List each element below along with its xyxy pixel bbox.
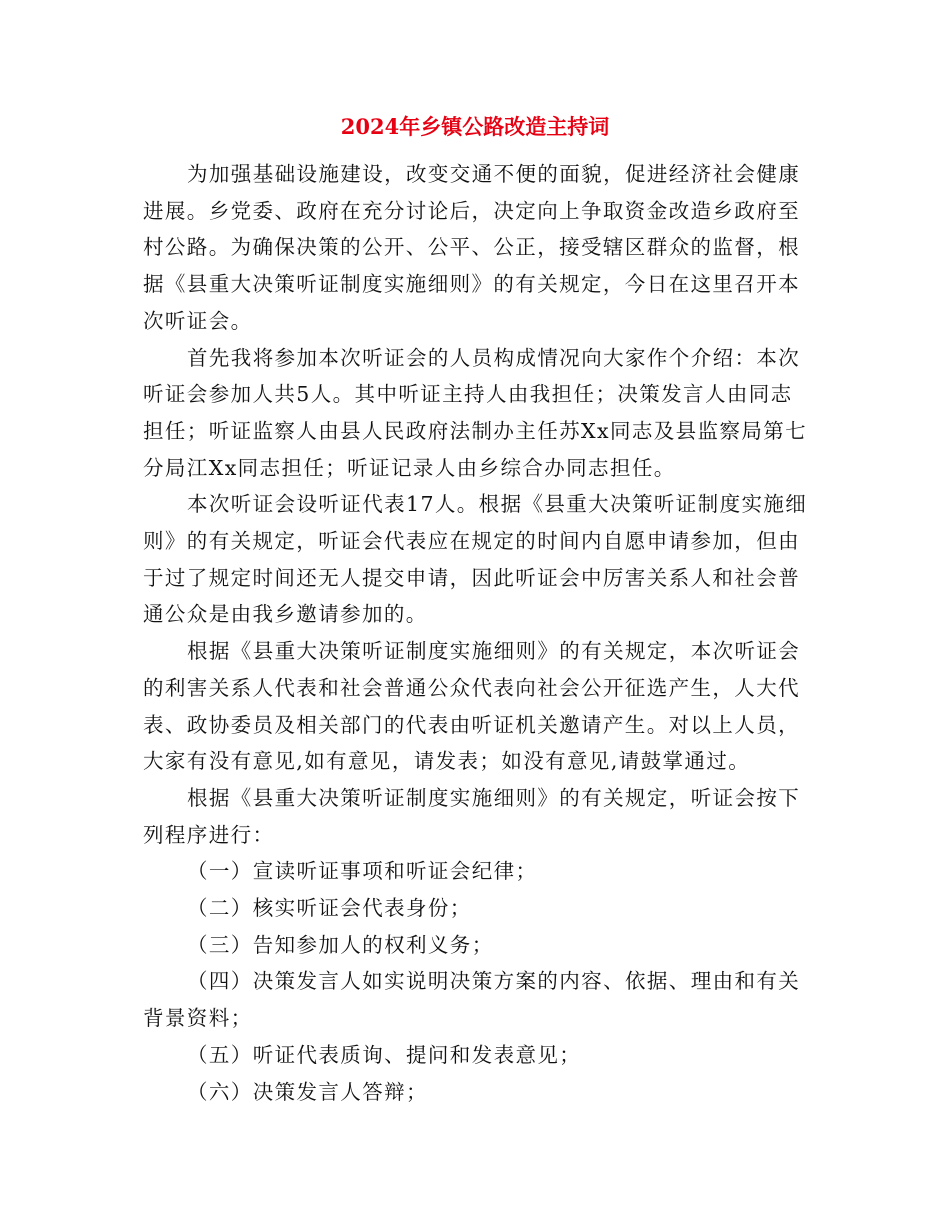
text-line: 次听证会。 — [143, 308, 253, 333]
text-line: 分局江Xx同志担任；听证记录人由乡综合办同志担任。 — [143, 455, 676, 480]
paragraph — [143, 486, 808, 633]
text-line: （四）决策发言人如实说明决策方案的内容、依据、理由和有关 — [187, 969, 801, 994]
text-line: 通公众是由我乡邀请参加的。 — [143, 602, 428, 627]
paragraph — [143, 340, 808, 487]
list-item — [143, 853, 803, 890]
text-line: 则》的有关规定，听证会代表应在规定的时间内自愿申请参加，但由 — [143, 529, 800, 554]
text-line: 担任；听证监察人由县人民政府法制办主任苏Xx同志及县监察局第七 — [143, 418, 808, 443]
text-line: 进展。乡党委、政府在充分讨论后，决定向上争取资金改造乡政府至 — [143, 198, 800, 223]
text-line: 根据《县重大决策听证制度实施细则》的有关规定，听证会按下 — [187, 785, 801, 810]
text-line: 听证会参加人共5人。其中听证主持人由我担任；决策发言人由同志 — [143, 382, 793, 407]
text-line: 首先我将参加本次听证会的人员构成情况向大家作个介绍：本次 — [187, 345, 801, 370]
text-line: 背景资料； — [143, 1006, 253, 1031]
document-body — [143, 156, 808, 1110]
text-line: （二）核实听证会代表身份； — [187, 896, 472, 921]
text-line: 大家有没有意见,如有意见，请发表；如没有意见,请鼓掌通过。 — [143, 749, 751, 774]
text-line: 村公路。为确保决策的公开、公平、公正，接受辖区群众的监督，根 — [143, 235, 800, 260]
text-line: 根据《县重大决策听证制度实施细则》的有关规定，本次听证会 — [187, 639, 801, 664]
text-line: 于过了规定时间还无人提交申请，因此听证会中厉害关系人和社会普 — [143, 565, 800, 590]
text-line: （五）听证代表质询、提问和发表意见； — [187, 1042, 582, 1067]
list-item — [143, 927, 803, 964]
text-line: 列程序进行： — [143, 822, 275, 847]
paragraph — [143, 156, 803, 340]
text-line: 据《县重大决策听证制度实施细则》的有关规定，今日在这里召开本 — [143, 272, 800, 297]
text-line: 本次听证会设听证代表17人。根据《县重大决策听证制度实施细 — [187, 492, 808, 517]
list-item — [143, 963, 803, 1036]
list-item — [143, 1037, 803, 1074]
list-item — [143, 1074, 803, 1111]
text-line: （一）宣读听证事项和听证会纪律； — [187, 859, 538, 884]
text-line: 表、政协委员及相关部门的代表由听证机关邀请产生。对以上人员， — [143, 712, 800, 737]
document-title: 2024年乡镇公路改造主持词 — [340, 114, 610, 139]
paragraph — [143, 780, 803, 853]
paragraph — [143, 633, 803, 780]
list-item — [143, 890, 803, 927]
text-line: 的利害关系人代表和社会普通公众代表向社会公开征选产生，人大代 — [143, 675, 800, 700]
text-line: 为加强基础设施建设，改变交通不便的面貌，促进经济社会健康 — [187, 162, 801, 186]
text-line: （三）告知参加人的权利义务； — [187, 932, 494, 957]
text-line: （六）决策发言人答辩； — [187, 1079, 428, 1104]
